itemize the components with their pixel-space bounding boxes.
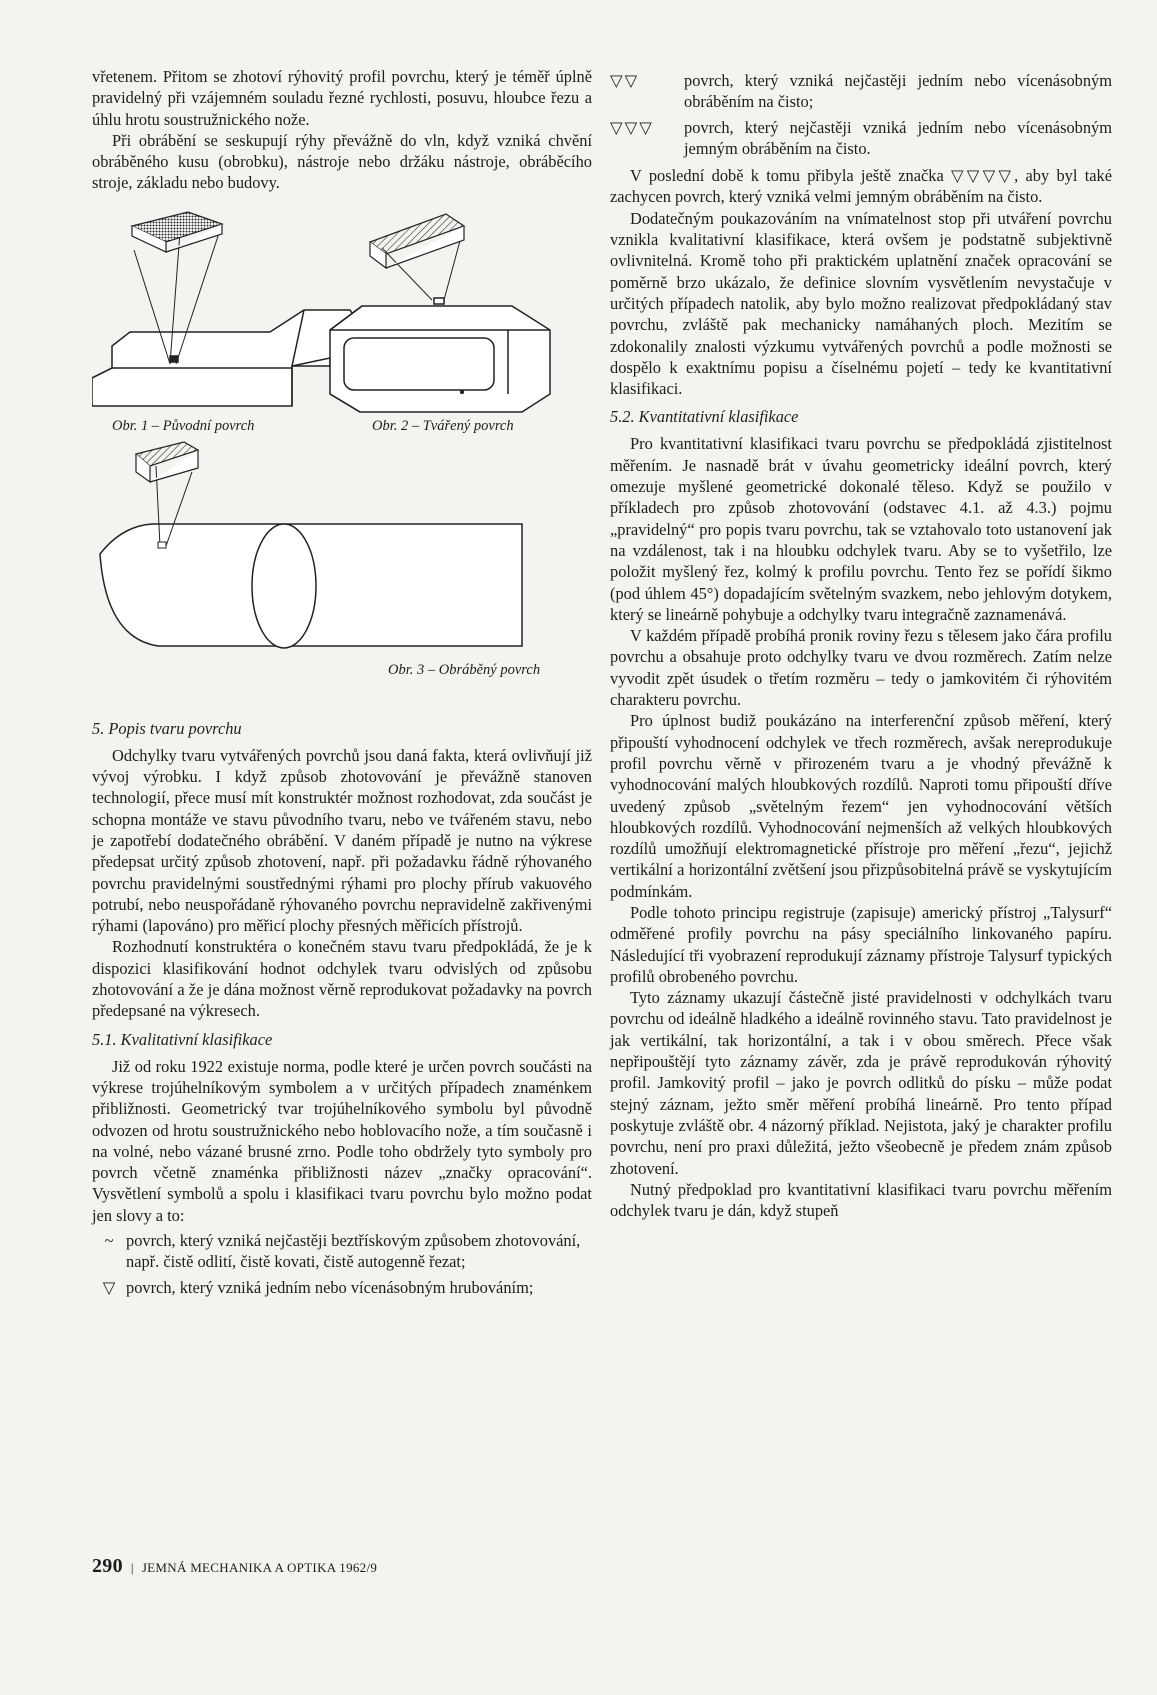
paragraph: Podle tohoto principu registruje (zapisuje) americký přístroj „Talysurf“ odměřené profily povrchu na pásy speciálního linkovaného papíru. Následující tři vyobrazení reprodukují záznamy přístroje Talysurf typických profilů obrobeného povrchu. xyxy=(610,902,1112,986)
symbol-item xyxy=(92,1277,592,1298)
surface-illustrations xyxy=(92,206,592,711)
symbol-description: povrch, který nejčastěji vzniká jedním nebo vícenásobným jemným obráběním na čisto. xyxy=(684,117,1112,158)
paragraph: V každém případě probíhá pronik roviny řezu s tělesem jako čára profilu povrchu a obsahuje proto odchylky tvaru ve dvou rozměrech. Zatím nelze vyvodit zpět úsudek o třetím rozměru – tedy o jamkovitém či rýhovitém charakteru povrchu. xyxy=(610,626,1112,710)
fig2-drawing xyxy=(330,214,550,412)
paragraph: Nutný předpoklad pro kvantitativní klasifikaci tvaru povrchu měřením odchylek tvaru je dán, když stupeň xyxy=(610,1179,1112,1221)
figure-2-caption: Obr. 2 – Tvářený povrch xyxy=(372,417,514,434)
symbol-item xyxy=(610,117,1112,160)
approx-symbol: ~ xyxy=(104,1231,114,1251)
paragraph: Odchylky tvaru vytvářených povrchů jsou daná fakta, která ovlivňují již vývoj výrobku. I když způsob zhotovování je převážně stanoven technologií, přece musí mít konstruktér možnost rozhodovat, zda součást je schopna montáže ve stavu původního tvaru, nebo ve tvářeném stavu, nebo je zapotřebí dodatečného obrábění. V daném případě je nutno na výkrese předepsat určitý způsob zhotovení, např. při požadavku řádně rýhovaného povrchu pravidelnými soustřednými rýhami pro plochy přírub vakuového potrubí, nebo neuspořádaně rýhovaného povrchu nepravidelně zakřivenými rýhami (lapováno) pro měřicí plochy přesných měřicích přístrojů. xyxy=(92,745,592,936)
journal-name: JEMNÁ MECHANIKA A OPTIKA 1962/9 xyxy=(141,1560,378,1575)
section-5-1-heading: 5.1. Kvalitativní klasifikace xyxy=(92,1029,273,1049)
paragraph: Dodatečným poukazováním na vnímatelnost stop při utváření povrchu vznikla kvalitativní klasifikace, která ovšem je podstatně subjektivně ovlivnitelná. Kromě toho při praktickém uplatnění značek opracování se poměrně brzo ukázalo, že definice slovním vysvětlením nevystačuje v určitých případech natolik, aby bylo možno realizovat předpokládaný stav povrchu, zvláště pak mechanicky namáhaných ploch. Mezitím se zdokonalily znalosti výzkumu vytvářených povrchů a podle možnosti se dospělo k exaktnímu popisu a číselnému pojetí – tedy ke kvantitativní klasifikaci. xyxy=(610,208,1112,399)
left-column xyxy=(92,66,592,1302)
figures-block xyxy=(92,206,592,711)
section-5-heading: 5. Popis tvaru povrchu xyxy=(92,718,242,738)
fig1-drawing xyxy=(92,212,354,406)
section-5-2-heading: 5.2. Kvantitativní klasifikace xyxy=(610,407,799,427)
symbol-item xyxy=(92,1230,592,1273)
right-column xyxy=(610,66,1112,1221)
page-footer xyxy=(92,1555,377,1578)
figure-1-caption: Obr. 1 – Původní povrch xyxy=(112,417,255,434)
paragraph: Již od roku 1922 existuje norma, podle které je určen povrch součásti na výkrese trojúhelníkovým symbolem a v určitých případech znaménkem přibližnosti. Geometrický tvar trojúhelníkového symbolu byl původně odvozen od hrotu soustružnického nebo hoblovacího nože, a tím současně i na volné, nebo vázané brusné zrno. Podle toho obdržely tyto symboly pro povrch včetně znaménka přibližnosti název „značky opracování“. Vysvětlení symbolů a spolu i klasifikaci tvaru povrchu bylo možno podat jen slovy a to: xyxy=(92,1056,592,1225)
paragraph: Pro kvantitativní klasifikaci tvaru povrchu se předpokládá zjistitelnost měřením. Je nasnadě brát v úvahu geometricky ideální povrch, který omezuje myšlené geometrické dokonalé těleso. Když se použilo v příkladech pro způsob zhotovování (odstavec 4.1. až 4.3.) pojmu „pravidelný“ pro popis tvaru povrchu, tak se vztahovalo toto ustanovení jak na vzdálenost, tak i na hloubku odchylek tvaru. Aby se to vyšetřilo, lze položit myšlený řez, kolmý k profilu povrchu. Tento řez se pořídí šikmo (pod úhlem 45°) dopadajícím světelným svazkem, nebo jehlovým dotykem, který se lineárně pohybuje a odchylky tvaru integračně zaznamenává. xyxy=(610,434,1112,624)
triangle-symbol: ▽▽ xyxy=(610,71,640,90)
paragraph: Tyto záznamy ukazují částečně jisté pravidelnosti v odchylkách tvaru povrchu od ideálně hladkého a ideálně rovinného stavu. Tato pravidelnost je jak vertikální, tak horizontální, a tak i v obou směrech. Přece však nepřipouštějí tyto záznamy závěr, zda je právě reprodukován rýhovitý profil. Jamkovitý profil – jako je povrch odlitků do písku – může podat stejný záznam, ježto směr měření probíhá lineárně. Pro tento případ poskytuje zvláště obr. 4 názorný příklad. Nejistota, jaký je charakter profilu povrchu, není pro praxi důležitá, ježto všeobecně je předem znám způsob zhotovení. xyxy=(610,988,1112,1178)
page-number: 290 xyxy=(92,1555,123,1577)
symbol-item xyxy=(610,70,1112,113)
symbol-description: povrch, který vzniká jedním nebo vícenásobným hrubováním; xyxy=(126,1277,534,1297)
paragraph: V poslední době k tomu přibyla ještě značka ▽▽▽▽, aby byl také zachycen povrch, který vzniká velmi jemným obráběním na čisto. xyxy=(610,166,1112,207)
footer-separator: | xyxy=(130,1560,134,1575)
paragraph: Při obrábění se seskupují rýhy převážně do vln, když vzniká chvění obráběného kusu (obrobku), nástroje nebo držáku nástroje, obráběcího stroje, základu nebo budovy. xyxy=(92,130,592,193)
paragraph: vřetenem. Přitom se zhotoví rýhovitý profil povrchu, který je téměř úplně pravidelný při vzájemném souladu řezné rychlosti, posuvu, hloubce řezu a úhlu hrotu soustružnického nože. xyxy=(92,67,592,129)
figure-3-caption: Obr. 3 – Obráběný povrch xyxy=(388,661,541,678)
triangle-symbol: ▽ xyxy=(102,1277,116,1297)
paragraph: Pro úplnost budiž poukázáno na interferenční způsob měření, který připouští vyhodnocení odchylek ve třech rozměrech, avšak nereprodukuje profil povrchu věrně v přirozeném tvaru a je vhodný převážně k vyhodnocování malých hloubkových rozdílů. Naproti tomu připouští dříve uvedený způsob „světelným řezem“ jen vyhodnocování větších hloubkových rozdílů. Vyhodnocování nejmenších až velkých hloubkových rozdílů umožňují elektromagnetické přístroje pro měření „řezu“, jejichž vertikální a horizontální zvětšení jsou přizpůsobitelná právě se vyskytujícím podmínkám. xyxy=(610,711,1112,901)
triangle-symbol: ▽▽▽ xyxy=(610,117,654,137)
paragraph: Rozhodnutí konstruktéra o konečném stavu tvaru předpokládá, že je k dispozici klasifikování hodnot odchylek tvaru odvislých od způsobu zhotovování a že je dána možnost věrně reprodukovat požadavky na povrch předepsané na výkresech. xyxy=(92,937,592,1021)
symbol-description: povrch, který vzniká nejčastěji beztřískovým způsobem zhotovování, např. čistě odlití, čistě kovati, čistě autogenně řezat; xyxy=(126,1231,581,1272)
symbol-description: povrch, který vzniká nejčastěji jedním nebo vícenásobným obráběním na čisto; xyxy=(684,71,1112,112)
fig3-drawing xyxy=(100,442,522,648)
